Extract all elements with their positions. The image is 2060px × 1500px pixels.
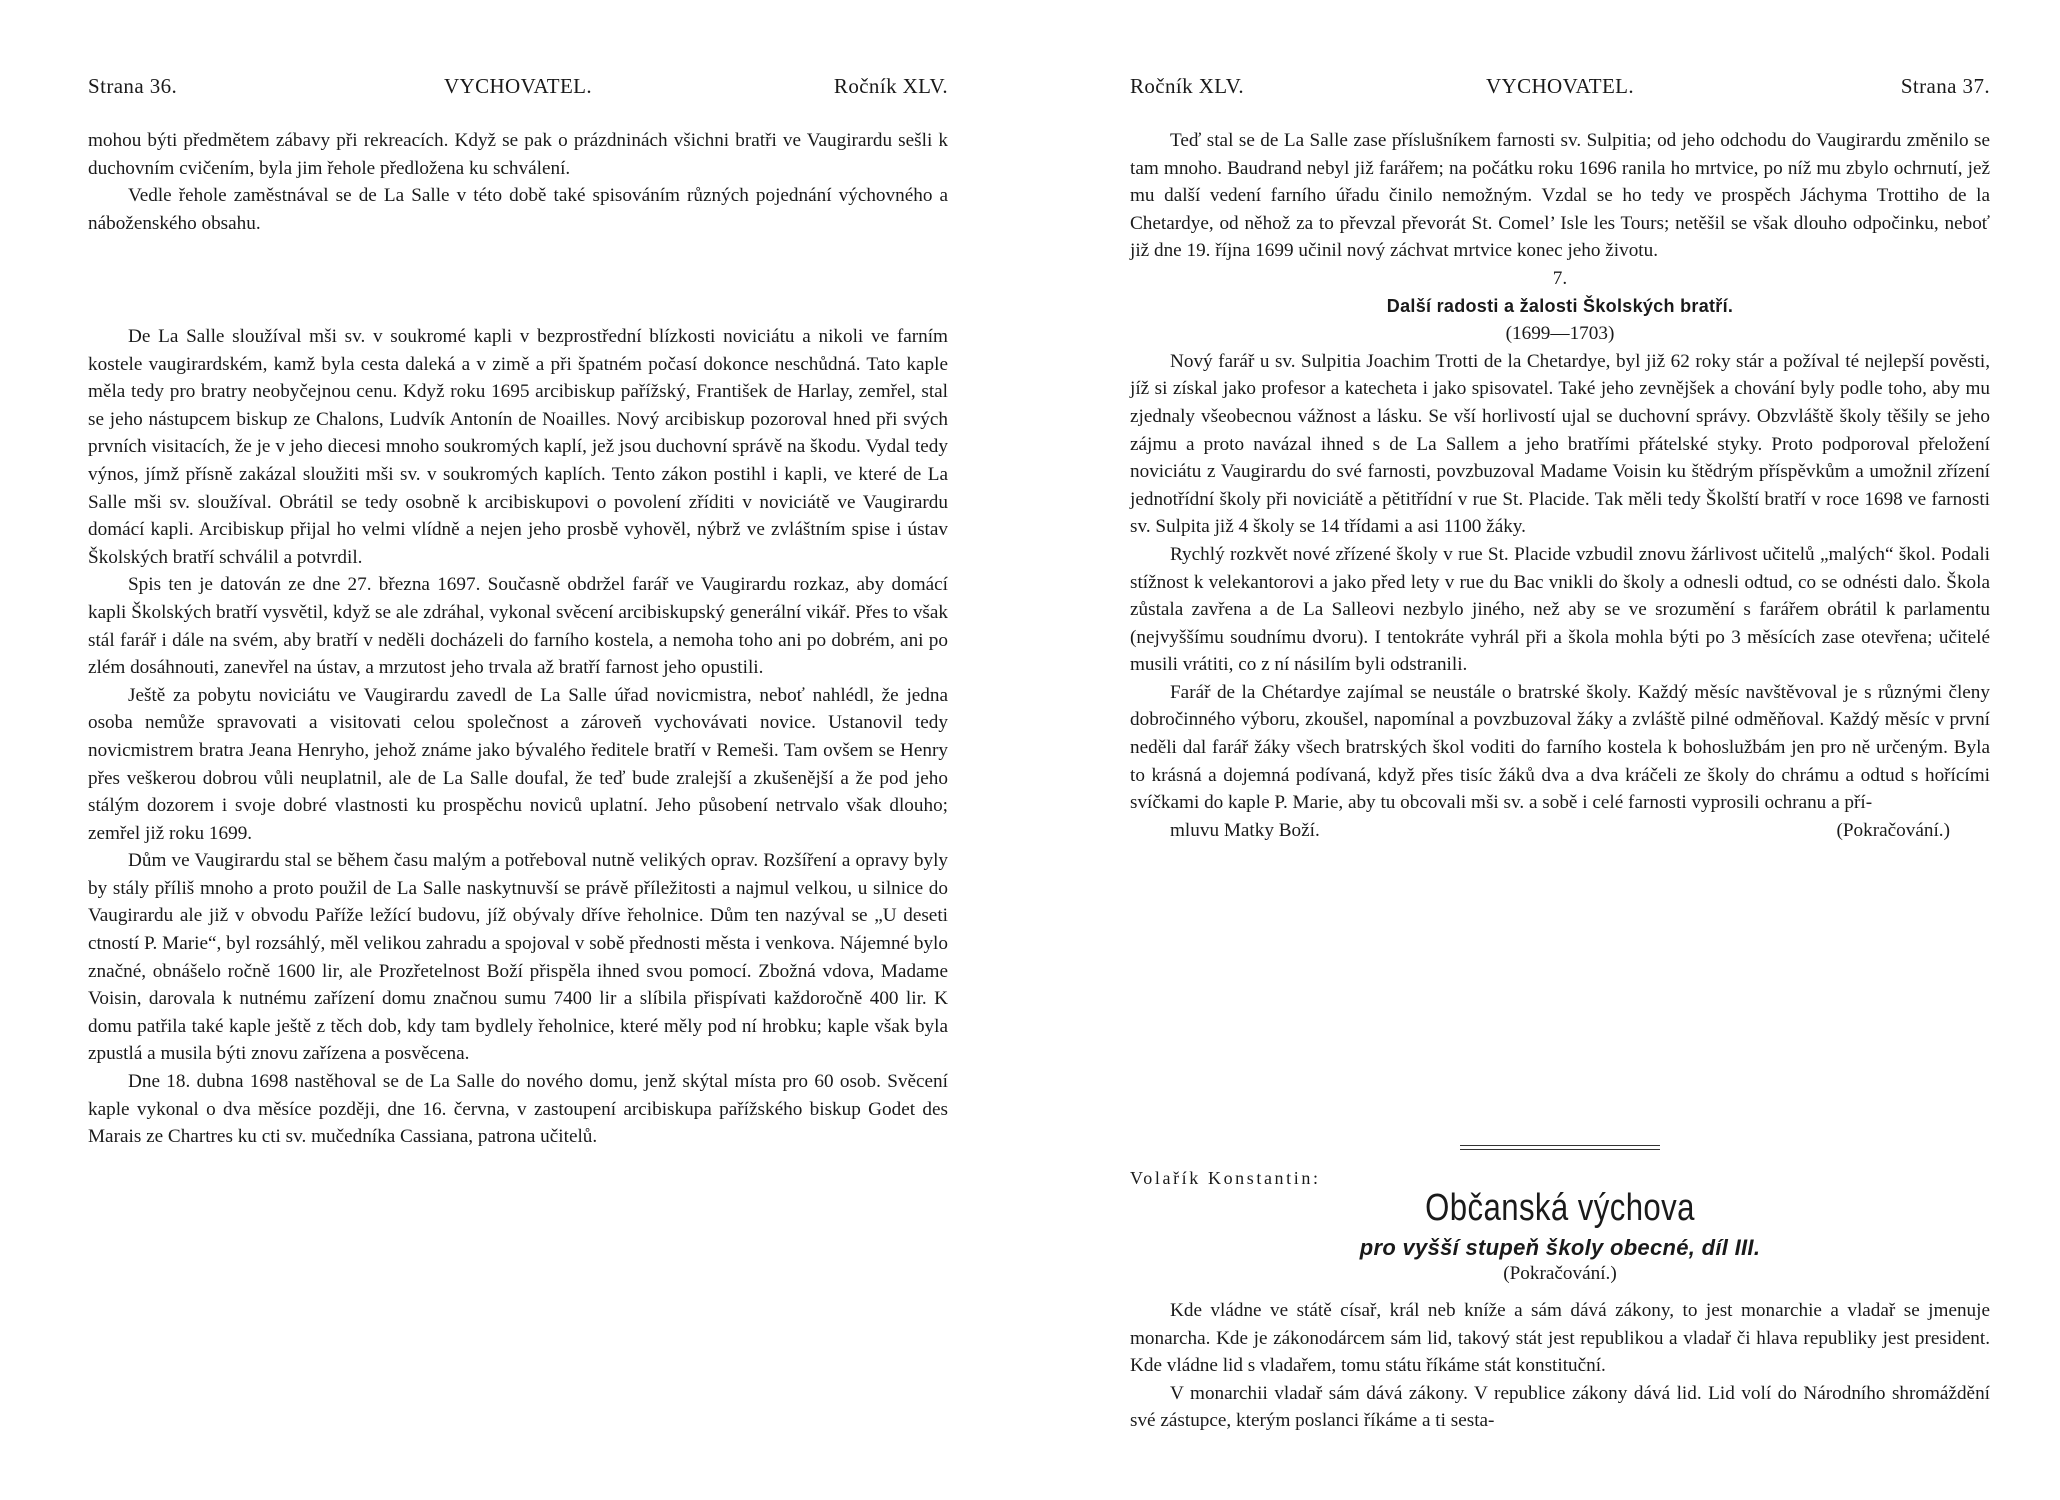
paragraph: Ještě za pobytu noviciátu ve Vaugirardu zavedl de La Salle úřad novicmistra, neboť nahlédl, že jedna osoba nemůže spravovati a visitovati celou společnost a zároveň vychovávati novice. Ustanovil tedy novicmistrem bratra Jeana Henryho, jehož známe jako bývalého ředitele bratří v Remeši. Tam ovšem se Henry přes veškerou dobrou vůli neuplatnil, ale de La Salle doufal, že teď bude zralejší a zkušenější a že pod jeho stálým dozorem i svoje dobré vlastnosti ku prospěchu noviců uplatní. Jeho působení netrvalo však dlouho; zemřel již roku 1699.: [88, 684, 948, 844]
continuation-line: [1130, 817, 1990, 845]
paragraph: Farář de la Chétardye zajímal se neustále o bratrské školy. Každý měsíc navštěvoval je s různými členy dobročinného výboru, zkoušel, napomínal a povzbuzoval žáky a zvláště pilné odměňoval. Každý měsíc v první neděli dal farář žáky všech bratrských škol voditi do farního kostela k bohoslužbám jen pro ně určeným. Byla to krásná a dojemná podívaná, když přes tisíc žáků dva a dva kráčeli ze školy do chrámu a odtud s hořícími svíčkami do kaple P. Marie, aby tu obcovali mši sv. a sobě i celé farnosti vyprosili ochranu a pří-: [1130, 681, 1990, 814]
article-title: Občanská výchova: [1425, 1187, 1695, 1229]
paragraph: Vedle řehole zaměstnával se de La Salle v této době také spisováním různých pojednání výchovného a náboženského obsahu.: [88, 185, 948, 234]
left-journal-title: VYCHOVATEL.: [443, 74, 593, 98]
article-text: [1130, 1297, 1990, 1435]
paragraph: V monarchii vladař sám dává zákony. V republice zákony dává lid. Lid volí do Národního shromáždění své zástupce, kterým poslanci říkáme a ti sesta-: [1130, 1382, 1990, 1432]
paragraph: Kde vládne ve státě císař, král neb kníže a sám dává zákony, to jest monarchie a vladař se jmenuje monarcha. Kde je zákonodárcem sám lid, takový stát jest republikou a vladař či hlava republiky jest president. Kde vládne lid s vladařem, tomu státu říkáme stát konstituční.: [1130, 1300, 1990, 1377]
section-years: (1699—1703): [1505, 323, 1615, 345]
section-title: Další radosti a žalosti Školských bratří.: [1386, 295, 1734, 316]
left-running-head: [88, 74, 948, 104]
right-journal-title: VYCHOVATEL.: [1485, 74, 1635, 98]
article-author: Volařík Konstantin:: [1130, 1168, 1321, 1188]
paragraph: mohou býti předmětem zábavy při rekreacích. Když se pak o prázdninách všichni bratři ve Vaugirardu sešli k duchovním cvičením, byla jim řehole předložena ku schválení.: [88, 130, 948, 179]
paragraph: Dům ve Vaugirardu stal se během času malým a potřeboval nutně velikých oprav. Rozšíření a opravy byly by stály příliš mnoho a proto použil de La Salle naskytnuvší se právě příležitosti a najmul velkou, u silnice do Vaugirardu ale již v obvodu Paříže ležící budovu, jíž obývaly dříve řeholnice. Dům ten nazýval se „U deseti ctností P. Marie“, byl rozsáhlý, měl velikou zahradu a spojoval v sobě přednosti města i venkova. Nájemné bylo značné, obnášelo ročně 1600 lir, ale Prozřetelnost Boží přispěla ihned svou pomocí. Zbožná vdova, Madame Voisin, darovala k nutnému zařízení domu značnou sumu 7400 lir a slíbila přispívati každoročně 400 lir. K domu patřila také kaple ještě z těch dob, kdy tam bydlely řeholnice, které měly pod ní hrobku; kaple však byla zpustlá a musila býti znovu zařízena a posvěcena.: [88, 850, 948, 1065]
right-running-head: [1130, 74, 1990, 104]
paragraph: Rychlý rozkvět nové zřízené školy v rue St. Placide vzbudil znovu žárlivost učitelů „malých“ škol. Podali stížnost k velekantorovi a jako před lety v rue du Bac vnikli do školy a odnesli odtud, co se odnésti dalo. Škola zůstala zavřena a de La Salleovi nezbylo jiného, než aby se ve srozumění s farářem obrátil k parlamentu (nejvyššímu soudnímu dvoru). I tentokráte vyhrál při a škola mohla býti po 3 měsících zase otevřena; učitelé musili vrátiti, co z ní násilím byli odstranili.: [1130, 543, 1990, 676]
right-volume: Ročník XLV.: [1130, 74, 1245, 98]
paragraph: Spis ten je datován ze dne 27. března 1697. Současně obdržel farář ve Vaugirardu rozkaz, aby domácí kapli Školských bratří vysvětil, když se ale zdráhal, vykonal svěcení arcibiskupský generální vikář. Přes to však stál farář i dále na svém, aby bratří v neděli docházeli do farního kostela, a nemoha toho ani po dobrém, ani po zlém dosáhnouti, zanevřel na ústav, a mrzutost jeho trvala až bratří farnost jeho opustili.: [88, 574, 948, 679]
right-top-text: [1130, 127, 1990, 844]
left-page: [88, 0, 948, 1500]
article-subtitle: pro vyšší stupeň školy obecné, díl III.: [1359, 1235, 1761, 1260]
paragraph: Teď stal se de La Salle zase příslušníkem farnosti sv. Sulpitia; od jeho odchodu do Vaugirardu změnilo se tam mnoho. Baudrand nebyl již farářem; na počátku roku 1696 ranila ho mrtvice, po níž mu zbylo ochrnutí, jež mu další vedení farního úřadu činilo nemožným. Vzdal se ho tedy ve prospěch Jáchyma Trottiho de la Chetardye, od něhož za to převzal převorát St. Comel’ Isle les Tours; netěšil se však dlouho odpočinku, neboť již dne 19. října 1699 učinil nový záchvat mrtvice konec jeho životu.: [1130, 130, 1990, 262]
left-page-number: Strana 36.: [88, 74, 178, 98]
paragraph: Nový farář u sv. Sulpitia Joachim Trotti de la Chetardye, byl již 62 roky stár a požíval té nejlepší pověsti, jíž si získal jako profesor a katecheta i jako spisovatel. Také jeho zevnějšek a chování byly podle toho, aby mu zjednaly všeobecnou vážnost a lásku. Se vší horlivostí ujal se duchovní správy. Obzvláště školy těšily se jeho zájmu a proto navázal ihned s de La Sallem a jeho bratřími přátelské styky. Proto podporoval přeložení noviciátu z Vaugirardu do své farnosti, povzbuzoval Madame Voisin ku štědrým příspěvkům a umožnil zřízení jednotřídní školy při noviciátě a pětitřídní v rue St. Placide. Tak měli tedy Školští bratří v roce 1698 ve farnosti sv. Sulpita již 4 školy se 14 třídami a asi 1100 žáky.: [1130, 350, 1990, 538]
continued-note: (Pokračování.): [1836, 819, 1950, 841]
last-line: mluvu Matky Boží.: [1170, 819, 1320, 841]
paragraph: De La Salle sloužíval mši sv. v soukromé kapli v bezprostřední blízkosti noviciátu a nikoli ve farním kostele vaugirardském, kamž byla cesta daleká a v zimě a při špatném počasí dokonce neschůdná. Tato kaple měla tedy pro bratry neobyčejnou cenu. Když roku 1695 arcibiskup pařížský, František de Harlay, zemřel, stal se jeho nástupcem biskup ze Chalons, Ludvík Antonín de Noailles. Nový arcibiskup pozoroval hned při svých prvních visitacích, že je v jeho diecesi mnoho soukromých kaplí, jež jsou duchovní správě na škodu. Vydal tedy výnos, jímž přísně zakázal sloužiti mši sv. v soukromých kaplích. Tento zákon postihl i kapli, ve které de La Salle mši sv. sloužíval. Obrátil se tedy osobně k arcibiskupovi o povolení zříditi v noviciátě ve Vaugirardu domácí kapli. Arcibiskup přijal ho velmi vlídně a nejen jeho prosbě vyhověl, nýbrž ve zvláštním spise i ústav Školských bratří schválil a potvrdil.: [88, 326, 948, 568]
article-divider: [1460, 1145, 1660, 1150]
paragraph: Dne 18. dubna 1698 nastěhoval se de La Salle do nového domu, jenž skýtal místa pro 60 osob. Svěcení kaple vykonal o dva měsíce později, dne 16. června, v zastoupení arcibiskupa pařížského biskup Godet des Marais ze Chartres ku cti sv. mučedníka Cassiana, patrona učitelů.: [88, 1071, 948, 1148]
right-page-number: Strana 37.: [1900, 74, 1990, 98]
left-main-text: [88, 323, 948, 1151]
right-page: [1130, 0, 1990, 1500]
section-number: 7.: [1552, 267, 1568, 289]
left-volume: Ročník XLV.: [833, 74, 948, 98]
article-continued: (Pokračování.): [1503, 1263, 1617, 1284]
left-top-text: [88, 127, 948, 237]
